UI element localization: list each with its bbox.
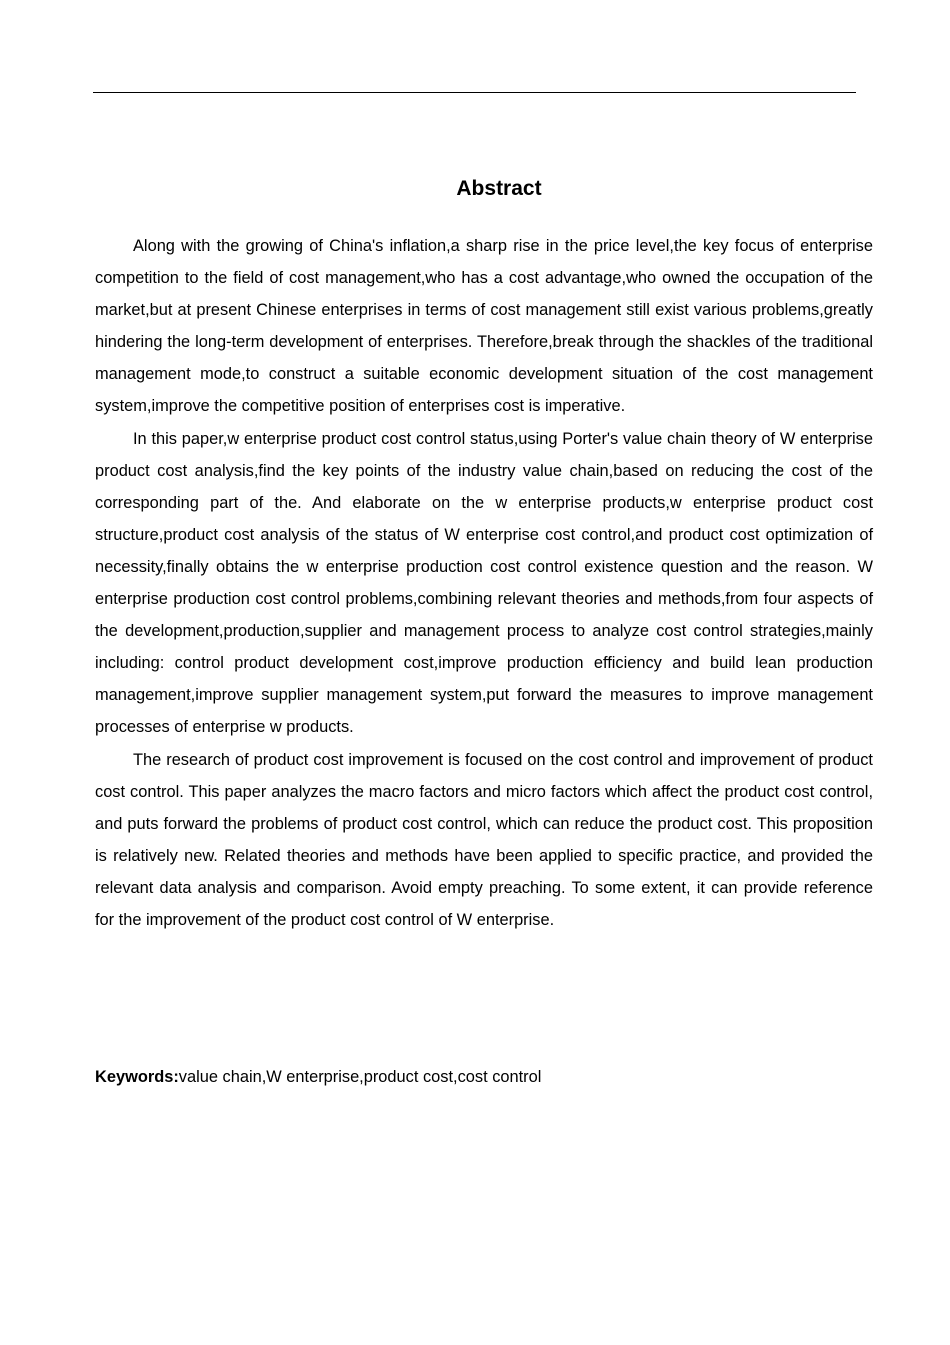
page-title: Abstract [456, 177, 542, 200]
header-rule [93, 92, 856, 93]
abstract-paragraph: In this paper,w enterprise product cost control status,using Porter's value chain theory of W enterprise product cost analysis,find the key points of the industry value chain,based on reducing the cost of the corresponding part of the. And elaborate on the w enterprise products,w enterprise product cost structure,product cost analysis of the status of W enterprise cost control,and product cost optimization of necessity,finally obtains the w enterprise production cost control existence question and the reason. W enterprise production cost control problems,combining relevant theories and methods,from four aspects of the development,production,supplier and management process to analyze cost control strategies,mainly including: control product development cost,improve production efficiency and build lean production management,improve supplier management system,put forward the measures to improve management processes of enterprise w products. [95, 429, 873, 737]
keywords-label: Keywords: [95, 1068, 179, 1086]
abstract-paragraph: Along with the growing of China's inflation,a sharp rise in the price level,the key focus of enterprise competition to the field of cost management,who has a cost advantage,who owned the occupation of the market,but at present Chinese enterprises in terms of cost management still exist various problems,greatly hindering the long-term development of enterprises. Therefore,break through the shackles of the traditional management mode,to construct a suitable economic development situation of the cost management system,improve the competitive position of enterprises cost is imperative. [95, 237, 873, 416]
abstract-paragraph: The research of product cost improvement is focused on the cost control and improvement of product cost control. This paper analyzes the macro factors and micro factors which affect the product cost control, and puts forward the problems of product cost control, which can reduce the product cost. This proposition is relatively new. Related theories and methods have been applied to specific practice, and provided the relevant data analysis and comparison. Avoid empty preaching. To some extent, it can provide reference for the improvement of the product cost control of W enterprise. [95, 750, 873, 929]
abstract-body [95, 230, 873, 936]
keywords-line [95, 1063, 865, 1091]
keywords-value: value chain,W enterprise,product cost,cost control [178, 1068, 542, 1086]
